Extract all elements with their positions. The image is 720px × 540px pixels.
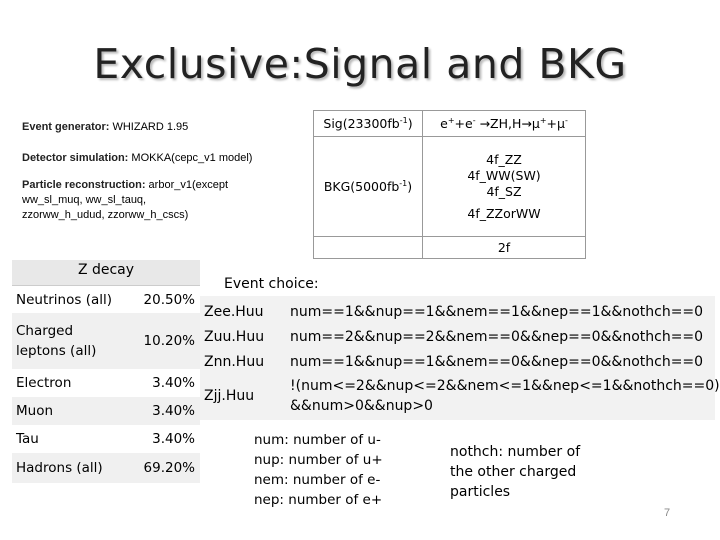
reco-label: Particle reconstruction:: [22, 179, 146, 191]
glossary-line: nep: number of e+: [254, 492, 383, 508]
table-row: [12, 453, 200, 483]
bkg-item: 4f_ZZorWW: [467, 205, 541, 221]
empty-cell: [314, 237, 423, 259]
channel-cut-continued: &&num>0&&nup>0: [290, 398, 433, 414]
glossary-line: nothch: number of: [450, 444, 581, 460]
glossary-line: num: number of u-: [254, 432, 381, 448]
decay-name: Muon: [16, 403, 54, 419]
channel-name: Znn.Huu: [204, 354, 265, 370]
channel-cut: num==2&&nup==2&&nem==0&&nep==0&&nothch==0: [290, 329, 704, 345]
bkg-item: 4f_ZZ: [486, 151, 522, 167]
channel-name: Zuu.Huu: [204, 329, 265, 345]
page-number: 7: [664, 507, 671, 519]
sig-process-cell: e++e- →ZH,H→μ++μ-: [423, 111, 586, 137]
reco-value-1: arbor_v1(except: [148, 179, 229, 191]
table-row: [12, 425, 200, 453]
event-choice-heading: Event choice:: [224, 276, 319, 292]
decay-name: Tau: [16, 431, 39, 447]
samples-table: [313, 110, 586, 259]
channel-cut: !(num<=2&&nup<=2&&nem<=1&&nep<=1&&nothch==0): [290, 378, 720, 394]
decay-value: 3.40%: [152, 375, 195, 391]
zdecay-header: [12, 260, 200, 286]
decay-value: 10.20%: [143, 333, 195, 349]
glossary-line: particles: [450, 484, 511, 500]
glossary-line: nup: number of u+: [254, 452, 383, 468]
decay-value: 3.40%: [152, 403, 195, 419]
generator-info: [22, 120, 312, 135]
glossary-line: nem: number of e-: [254, 472, 381, 488]
table-row: [12, 369, 200, 397]
sig-label-cell: $Sig(23300fb^{-1})$: [314, 111, 423, 137]
glossary-nothch: [450, 442, 630, 502]
detector-label: Detector simulation:: [22, 152, 129, 164]
reco-value-2: ww_sl_muq, ww_sl_tauq,: [22, 194, 147, 206]
decay-value: 3.40%: [152, 431, 195, 447]
channel-cut: num==1&&nup==1&&nem==1&&nep==1&&nothch==0: [290, 304, 704, 320]
table-row: [12, 397, 200, 425]
channel-name: Zjj.Huu: [204, 388, 255, 404]
slide-title: Exclusive:Signal and BKG: [93, 40, 627, 88]
bkg-item: 2f: [423, 237, 586, 259]
generator-label: Event generator:: [22, 121, 110, 133]
detector-info: [22, 151, 312, 166]
generator-value: WHIZARD 1.95: [112, 121, 189, 133]
glossary-variables: [254, 430, 434, 510]
decay-name: Hadrons (all): [16, 460, 103, 476]
bkg-item: 4f_SZ: [486, 183, 522, 199]
decay-value: 20.50%: [143, 292, 195, 308]
decay-name: Charged leptons (all): [16, 323, 97, 359]
glossary-line: the other charged: [450, 464, 577, 480]
channel-cut: num==1&&nup==1&&nem==0&&nep==0&&nothch==0: [290, 354, 704, 370]
channel-name: Zee.Huu: [204, 304, 264, 320]
bkg-process-cell: [423, 137, 586, 237]
table-row: [12, 313, 200, 369]
zdecay-header-label: Z decay: [77, 262, 135, 278]
reco-value-3: zzorww_h_udud, zzorww_h_cscs): [22, 209, 189, 221]
bkg-item: 4f_WW(SW): [467, 167, 541, 183]
decay-name: Electron: [16, 375, 72, 391]
reco-info: [22, 178, 312, 223]
bkg-label-cell: $BKG(5000fb^{-1})$: [314, 137, 423, 237]
decay-value: 69.20%: [143, 460, 195, 476]
decay-name: Neutrinos (all): [16, 292, 113, 308]
detector-value: MOKKA(cepc_v1 model): [131, 152, 253, 164]
table-row: [12, 287, 200, 313]
